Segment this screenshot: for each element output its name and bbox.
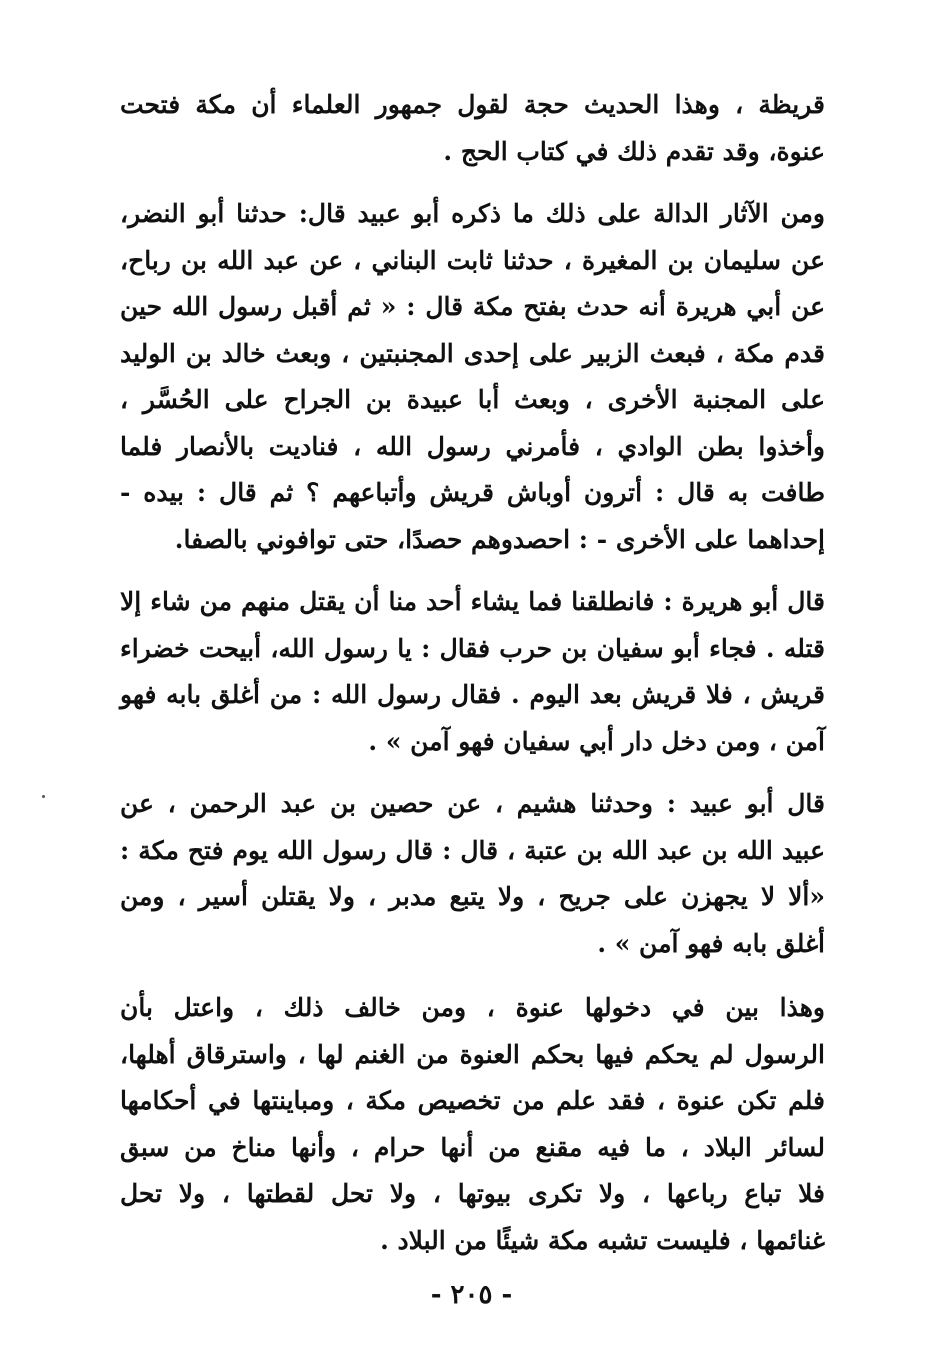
text-line: عبيد الله بن عبد الله بن عتبة ، قال : قال رسول الله يوم فتح مكة : — [120, 835, 825, 865]
text-line: طافت به قال : أترون أوباش قريش وأتباعهم ؟ ثم قال : بيده - — [120, 478, 825, 507]
text-line: قدم مكة ، فبعث الزبير على إحدى المجنبتين ، وبعث خالد بن الوليد — [120, 338, 825, 368]
text-line: عن سليمان بن المغيرة ، حدثنا ثابت البناني ، عن عبد الله بن رباح، — [120, 245, 825, 275]
text-line: أغلق بابه فهو آمن » . — [597, 928, 825, 958]
paragraph-1 — [120, 82, 825, 175]
text-line: قال أبو هريرة : فانطلقنا فما يشاء أحد منا أن يقتل منهم من شاء إلا — [120, 587, 825, 616]
text-line: فلم تكن عنوة ، فقد علم من تخصيص مكة ، ومباينتها في أحكامها — [120, 1086, 825, 1115]
text-line: وأخذوا بطن الوادي ، فأمرني رسول الله ، فناديت بالأنصار فلما — [120, 431, 825, 461]
text-line: لسائر البلاد ، ما فيه مقنع من أنها حرام ، وأنها مناخ من سبق — [120, 1132, 825, 1162]
text-line: فلا تباع رباعها ، ولا تكرى بيوتها ، ولا تحل لقطتها ، ولا تحل — [120, 1179, 825, 1208]
text-line: إحداهما على الأخرى - : احصدوهم حصدًا، حتى توافوني بالصفا. — [174, 524, 825, 554]
text-line: على المجنبة الأخرى ، وبعث أبا عبيدة بن الجراح على الحُسَّر ، — [120, 385, 825, 414]
text-line: عنوة، وقد تقدم ذلك في كتاب الحج . — [443, 136, 825, 166]
paragraph-2 — [120, 191, 825, 563]
page-number: - ٢٠٥ - — [430, 1280, 513, 1310]
paragraph-5 — [120, 985, 825, 1264]
text-line: قال أبو عبيد : وحدثنا هشيم ، عن حصين بن عبد الرحمن ، عن — [120, 789, 825, 818]
body-text — [120, 82, 825, 1264]
scan-speck — [42, 795, 45, 798]
text-line: ومن الآثار الدالة على ذلك ما ذكره أبو عبيد قال: حدثنا أبو النضر، — [120, 199, 825, 228]
text-line: وهذا بين في دخولها عنوة ، ومن خالف ذلك ، واعتل بأن — [120, 993, 825, 1022]
text-line: عن أبي هريرة أنه حدث بفتح مكة قال : « ثم أقبل رسول الله حين — [120, 292, 825, 321]
text-line: «ألا لا يجهزن على جريح ، ولا يتبع مدبر ، ولا يقتلن أسير ، ومن — [120, 882, 825, 911]
text-line: قريظة ، وهذا الحديث حجة لقول جمهور العلماء أن مكة فتحت — [120, 90, 825, 119]
text-line: الرسول لم يحكم فيها بحكم العنوة من الغنم لها ، واسترقاق أهلها، — [120, 1039, 825, 1069]
paragraph-3 — [120, 579, 825, 765]
text-line: قريش ، فلا قريش بعد اليوم . فقال رسول الله : من أغلق بابه فهو — [120, 680, 825, 709]
text-line: غنائمها ، فليست تشبه مكة شيئًا من البلاد . — [380, 1225, 825, 1255]
text-line: آمن ، ومن دخل دار أبي سفيان فهو آمن » . — [368, 726, 825, 756]
paragraph-4 — [120, 781, 825, 967]
text-line: قتله . فجاء أبو سفيان بن حرب فقال : يا رسول الله، أبيحت خضراء — [120, 633, 825, 663]
